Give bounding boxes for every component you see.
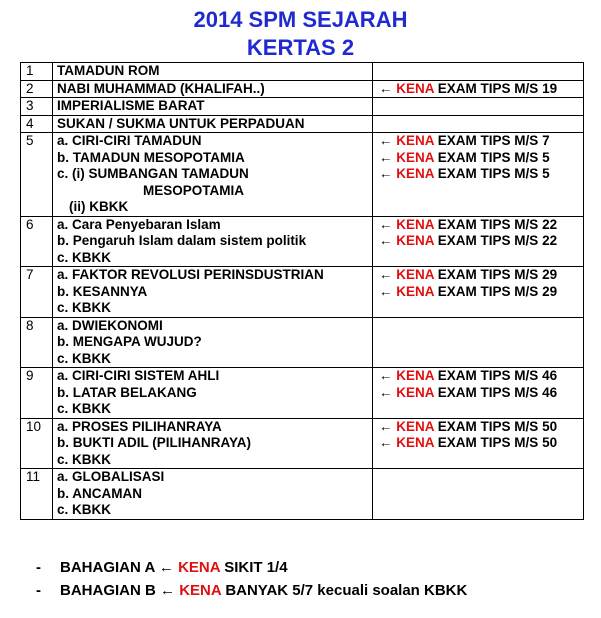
topic-line: a. GLOBALISASI — [57, 469, 165, 484]
kena-label: KENA — [396, 267, 435, 282]
kena-label: KENA — [179, 582, 222, 599]
kena-label: KENA — [396, 283, 435, 299]
topic-line: IMPERIALISME BARAT — [57, 98, 205, 113]
exam-tip-line — [379, 98, 583, 115]
row-number: 11 — [21, 469, 53, 520]
tip-prefix: EXAM TIPS M/S — [437, 166, 539, 181]
exam-tip-line — [379, 368, 583, 385]
table-row — [21, 63, 584, 81]
tip-page: 50 — [542, 435, 558, 450]
exam-tip-cell — [373, 115, 584, 133]
topic-line: b. Pengaruh Islam dalam sistem politik — [57, 233, 307, 248]
tip-page: 22 — [542, 216, 558, 232]
topic-cell — [53, 133, 373, 217]
kena-label: KENA — [396, 166, 435, 181]
arrow-left-icon: ← — [379, 418, 393, 434]
arrow-left-icon: ← — [379, 283, 393, 299]
row-number: 7 — [21, 267, 53, 318]
tip-page: 19 — [542, 80, 558, 96]
kena-label: KENA — [396, 216, 435, 232]
exam-tip-line — [379, 419, 583, 436]
tip-page: 29 — [542, 283, 558, 299]
topic-line: MESOPOTAMIA — [143, 182, 244, 198]
topic-line: a. PROSES PILIHANRAYA — [57, 418, 222, 434]
row-number: 4 — [21, 115, 53, 133]
table-row — [21, 317, 584, 368]
exam-tip-cell — [373, 98, 584, 116]
exam-tip-line — [379, 469, 583, 486]
tip-prefix: EXAM TIPS M/S — [437, 283, 539, 299]
exam-tip-line — [379, 133, 583, 150]
topic-line: c. (i) SUMBANGAN TAMADUN — [57, 166, 249, 181]
topic-cell — [53, 216, 373, 267]
exam-tip-cell — [373, 216, 584, 267]
exam-tip-line — [379, 63, 583, 80]
topic-line: b. BUKTI ADIL (PILIHANRAYA) — [57, 435, 252, 450]
exam-tip-cell — [373, 368, 584, 419]
exam-tip-line — [379, 116, 583, 133]
topic-line: b. ANCAMAN — [57, 485, 142, 501]
note-label: BAHAGIAN A — [60, 559, 155, 576]
topic-line: c. KBKK — [57, 401, 112, 416]
exam-tip-line — [379, 166, 583, 183]
tip-page: 50 — [542, 418, 558, 434]
exam-tip-line — [379, 250, 583, 267]
topic-cell — [53, 115, 373, 133]
note-label: BAHAGIAN B — [60, 582, 156, 599]
tip-page: 5 — [542, 166, 550, 181]
exam-tip-cell — [373, 469, 584, 520]
topic-cell — [53, 98, 373, 116]
topic-line: c. KBKK — [57, 249, 112, 265]
arrow-left-icon: ← — [379, 368, 393, 383]
arrow-left-icon: ← — [160, 582, 176, 599]
row-number: 5 — [21, 133, 53, 217]
exam-tip-line — [379, 267, 583, 284]
note-bahagian-b — [36, 582, 467, 599]
page-title: 2014 SPM SEJARAH — [193, 7, 408, 32]
topic-line: c. KBKK — [57, 300, 112, 315]
kena-label: KENA — [396, 384, 435, 400]
tip-prefix: EXAM TIPS M/S — [437, 368, 539, 383]
topic-line: b. KESANNYA — [57, 283, 148, 299]
exam-tip-cell — [373, 63, 584, 81]
tip-page: 7 — [542, 133, 550, 148]
exam-tip-line — [379, 486, 583, 503]
exam-tip-cell — [373, 267, 584, 318]
topic-cell — [53, 63, 373, 81]
tip-prefix: EXAM TIPS M/S — [437, 80, 539, 96]
arrow-left-icon: ← — [379, 233, 393, 248]
kena-label: KENA — [396, 418, 435, 434]
tip-prefix: EXAM TIPS M/S — [437, 267, 539, 282]
note-text: SIKIT 1/4 — [224, 559, 288, 576]
topic-line: a. DWIEKONOMI — [57, 317, 163, 333]
tip-page: 5 — [542, 149, 550, 165]
note-text: BANYAK 5/7 kecuali soalan KBKK — [225, 582, 468, 599]
exam-tip-line — [379, 435, 583, 452]
tip-prefix: EXAM TIPS M/S — [437, 233, 539, 248]
exam-tip-line — [379, 183, 583, 200]
arrow-left-icon: ← — [379, 216, 393, 232]
exam-tip-cell — [373, 133, 584, 217]
tip-prefix: EXAM TIPS M/S — [437, 133, 539, 148]
row-number: 1 — [21, 63, 53, 81]
topic-line: TAMADUN ROM — [57, 63, 160, 78]
table-row — [21, 418, 584, 469]
arrow-left-icon: ← — [158, 559, 174, 576]
row-number: 3 — [21, 98, 53, 116]
exam-tip-line — [379, 351, 583, 368]
table-row — [21, 267, 584, 318]
exam-tip-line — [379, 81, 583, 98]
kena-label: KENA — [396, 435, 435, 450]
exam-tip-line — [379, 300, 583, 317]
topic-cell — [53, 317, 373, 368]
tip-prefix: EXAM TIPS M/S — [437, 149, 539, 165]
topic-cell — [53, 80, 373, 98]
kena-label: KENA — [396, 80, 435, 96]
arrow-left-icon: ← — [379, 267, 393, 282]
exam-tip-cell — [373, 317, 584, 368]
tip-page: 46 — [542, 368, 558, 383]
row-number: 8 — [21, 317, 53, 368]
exam-tip-line — [379, 284, 583, 301]
topic-line: a. CIRI-CIRI TAMADUN — [57, 133, 202, 148]
exam-tip-cell — [373, 418, 584, 469]
topic-line: (ii) KBKK — [69, 199, 129, 214]
topic-cell — [53, 418, 373, 469]
arrow-left-icon: ← — [379, 435, 393, 450]
table-row — [21, 98, 584, 116]
exam-tip-line — [379, 502, 583, 519]
topic-line: a. CIRI-CIRI SISTEM AHLI — [57, 368, 220, 383]
arrow-left-icon: ← — [379, 80, 393, 96]
topic-cell — [53, 469, 373, 520]
topic-cell — [53, 267, 373, 318]
kena-label: KENA — [396, 368, 435, 383]
exam-tip-line — [379, 150, 583, 167]
tip-prefix: EXAM TIPS M/S — [437, 384, 539, 400]
note-dash: - — [36, 559, 41, 576]
row-number: 10 — [21, 418, 53, 469]
row-number: 2 — [21, 80, 53, 98]
table-row — [21, 368, 584, 419]
exam-tip-line — [379, 401, 583, 418]
tip-prefix: EXAM TIPS M/S — [437, 435, 539, 450]
topics-table — [20, 62, 584, 520]
table-row — [21, 115, 584, 133]
exam-tip-line — [379, 334, 583, 351]
table-row — [21, 80, 584, 98]
topic-line: c. KBKK — [57, 502, 112, 517]
kena-label: KENA — [396, 149, 435, 165]
arrow-left-icon: ← — [379, 384, 393, 400]
topic-line: a. Cara Penyebaran Islam — [57, 216, 221, 232]
table-row — [21, 133, 584, 217]
arrow-left-icon: ← — [379, 166, 393, 181]
table-row — [21, 469, 584, 520]
row-number: 9 — [21, 368, 53, 419]
kena-label: KENA — [396, 233, 435, 248]
exam-tip-line — [379, 233, 583, 250]
arrow-left-icon: ← — [379, 133, 393, 148]
topic-line: a. FAKTOR REVOLUSI PERINSDUSTRIAN — [57, 267, 324, 282]
table-row — [21, 216, 584, 267]
tip-page: 22 — [542, 233, 558, 248]
exam-tip-cell — [373, 80, 584, 98]
topic-line: b. MENGAPA WUJUD? — [57, 334, 202, 349]
exam-tip-line — [379, 452, 583, 469]
topic-line: NABI MUHAMMAD (KHALIFAH..) — [57, 80, 265, 96]
arrow-left-icon: ← — [379, 149, 393, 165]
page-subtitle: KERTAS 2 — [246, 35, 355, 60]
tip-page: 29 — [542, 267, 558, 282]
exam-tip-line — [379, 318, 583, 335]
row-number: 6 — [21, 216, 53, 267]
topic-cell — [53, 368, 373, 419]
topic-line: b. TAMADUN MESOPOTAMIA — [57, 149, 245, 165]
topic-line: b. LATAR BELAKANG — [57, 384, 197, 400]
tip-page: 46 — [542, 384, 558, 400]
topic-line: c. KBKK — [57, 350, 112, 366]
note-dash: - — [36, 582, 41, 599]
tip-prefix: EXAM TIPS M/S — [437, 216, 539, 232]
kena-label: KENA — [396, 133, 435, 148]
exam-tip-line — [379, 217, 583, 234]
kena-label: KENA — [178, 559, 221, 576]
tip-prefix: EXAM TIPS M/S — [437, 418, 539, 434]
topic-line: c. KBKK — [57, 451, 112, 467]
exam-tip-line — [379, 199, 583, 216]
note-bahagian-a — [36, 559, 288, 576]
exam-tip-line — [379, 385, 583, 402]
topic-line: SUKAN / SUKMA UNTUK PERPADUAN — [57, 115, 305, 131]
